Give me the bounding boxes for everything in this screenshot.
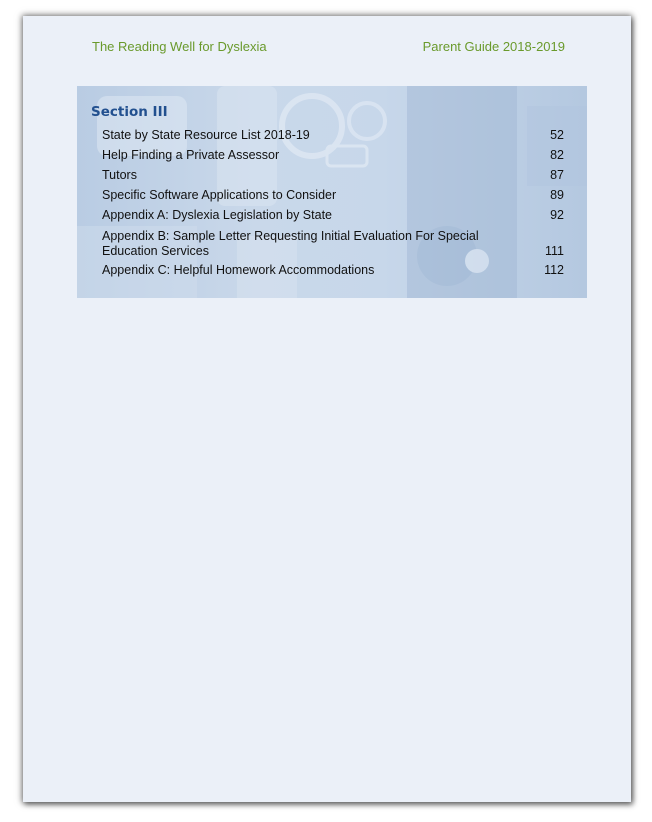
- toc-entry[interactable]: [102, 229, 564, 259]
- toc-entry-page: 82: [550, 148, 564, 162]
- header-guide-title: Parent Guide 2018-2019: [422, 39, 565, 54]
- header-title: The Reading Well for Dyslexia: [92, 39, 267, 54]
- section-title: Section III: [91, 104, 168, 120]
- toc-entry-page: 112: [544, 263, 564, 277]
- toc-entry-title: Appendix C: Helpful Homework Accommodations: [102, 263, 375, 277]
- toc-entry-page: 89: [550, 188, 564, 202]
- toc-entry-page: 52: [550, 128, 564, 142]
- toc-entry-page: 87: [550, 168, 564, 182]
- toc-entry-title: Help Finding a Private Assessor: [102, 148, 280, 162]
- toc-entry-page: 111: [544, 244, 564, 258]
- toc-entry-title: Specific Software Applications to Consider: [102, 188, 337, 202]
- toc-entry-title: Appendix A: Dyslexia Legislation by State: [102, 208, 332, 222]
- toc-entry-page: 92: [550, 208, 564, 222]
- toc-entry-title: Tutors: [102, 168, 137, 182]
- table-of-contents: [77, 86, 587, 298]
- toc-entry-title: Appendix B: Sample Letter Requesting Initial Evaluation For Special Education Services: [102, 229, 479, 258]
- toc-entry-title: State by State Resource List 2018-19: [102, 128, 310, 142]
- document-page: [23, 16, 631, 802]
